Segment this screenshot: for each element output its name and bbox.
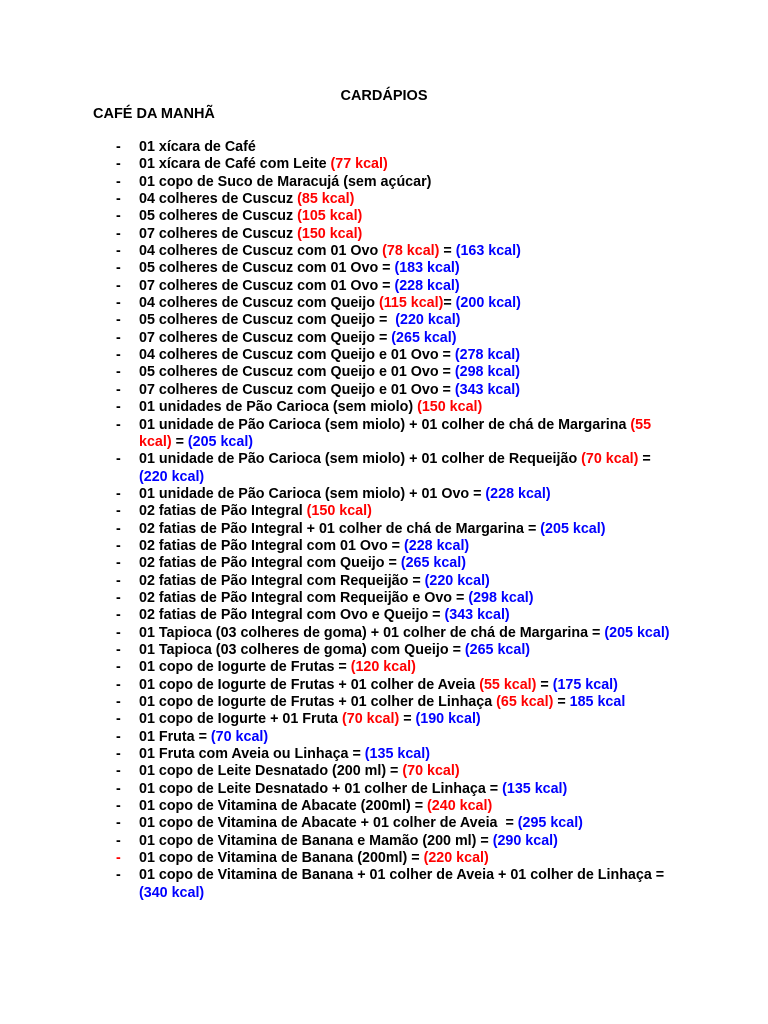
item-text: 01 copo de Iogurte de Frutas + 01 colher de Linhaça xyxy=(139,694,497,710)
bullet-dash: - xyxy=(116,607,121,624)
bullet-dash: - xyxy=(116,815,121,832)
item-text: 01 copo de Suco de Maracujá (sem açúcar) xyxy=(139,173,432,190)
item-text: 04 colheres de Cuscuz com 01 Ovo xyxy=(139,243,383,260)
item-text: 07 colheres de Cuscuz xyxy=(139,225,298,242)
menu-item xyxy=(0,399,768,416)
menu-item xyxy=(0,295,768,312)
bullet-dash: - xyxy=(116,641,121,658)
item-text: 05 colheres de Cuscuz com Queijo e 01 Ovo = xyxy=(139,364,455,381)
item-text: = xyxy=(443,295,456,312)
item-text: 01 xícara de Café com Leite xyxy=(139,156,331,173)
kcal-value-blue: (205 kcal) xyxy=(187,433,254,450)
menu-item xyxy=(0,590,768,607)
bullet-dash: - xyxy=(116,451,121,468)
kcal-value-blue: (265 kcal) xyxy=(391,329,457,346)
kcal-value-blue: (343 kcal) xyxy=(444,607,510,624)
kcal-value-blue: (163 kcal) xyxy=(455,243,521,260)
item-text: 01 copo de Leite Desnatado + 01 colher de Linhaça = xyxy=(139,780,503,797)
menu-item xyxy=(0,278,768,295)
kcal-value-blue: (228 kcal) xyxy=(404,537,470,554)
kcal-value-blue: 185 kcal xyxy=(569,694,626,710)
item-text: 02 fatias de Pão Integral com 01 Ovo = xyxy=(139,537,404,554)
kcal-value-blue: (135 kcal) xyxy=(364,746,430,763)
kcal-value-red: (70 kcal) xyxy=(581,451,639,468)
bullet-dash: - xyxy=(116,711,121,728)
item-text: = xyxy=(638,451,655,468)
menu-item xyxy=(0,521,768,538)
item-text: 05 colheres de Cuscuz xyxy=(139,208,298,225)
item-text: 04 colheres de Cuscuz com Queijo xyxy=(139,295,379,312)
bullet-dash: - xyxy=(116,694,121,710)
kcal-value-blue: (278 kcal) xyxy=(454,347,521,364)
kcal-value-blue: (220 kcal) xyxy=(139,468,205,485)
kcal-value-blue: (295 kcal) xyxy=(517,815,583,832)
kcal-value-blue: (228 kcal) xyxy=(485,485,551,502)
menu-item xyxy=(0,711,768,728)
item-text: 01 copo de Iogurte + 01 Fruta xyxy=(139,711,342,728)
item-text: 01 copo de Vitamina de Abacate (200ml) = xyxy=(139,798,428,815)
menu-item xyxy=(0,417,768,452)
bullet-dash: - xyxy=(116,225,121,242)
item-text: 01 Tapioca (03 colheres de goma) com Queijo = xyxy=(139,641,465,658)
menu-item xyxy=(0,763,768,780)
menu-item xyxy=(0,607,768,624)
menu-item xyxy=(0,625,768,642)
bullet-dash: - xyxy=(116,676,121,693)
kcal-value-red: (150 kcal) xyxy=(306,503,372,520)
menu-item xyxy=(0,833,768,850)
kcal-value-blue: (190 kcal) xyxy=(415,711,481,728)
bullet-dash: - xyxy=(116,728,121,745)
bullet-dash: - xyxy=(116,295,121,312)
bullet-dash: - xyxy=(116,156,121,173)
item-text: 01 unidade de Pão Carioca (sem miolo) + 01 colher de Requeijão xyxy=(139,451,582,468)
menu-item xyxy=(0,573,768,590)
menu-item xyxy=(0,538,768,555)
item-text: 01 copo de Vitamina de Banana + 01 colher de Aveia + 01 colher de Linhaça = xyxy=(139,867,669,884)
item-text: 02 fatias de Pão Integral xyxy=(139,503,307,520)
item-text: 01 copo de Iogurte de Frutas = xyxy=(139,659,351,676)
bullet-dash: - xyxy=(116,329,121,346)
item-text: 01 copo de Vitamina de Banana (200ml) = xyxy=(139,850,424,867)
bullet-dash: - xyxy=(116,485,121,502)
kcal-value-blue: (298 kcal) xyxy=(454,364,521,381)
item-text: 07 colheres de Cuscuz com Queijo e 01 Ovo = xyxy=(139,381,455,398)
item-text: 01 unidade de Pão Carioca (sem miolo) + 01 colher de chá de Margarina xyxy=(139,416,631,433)
bullet-dash: - xyxy=(116,277,121,294)
menu-item xyxy=(0,798,768,815)
bullet-dash: - xyxy=(116,364,121,381)
bullet-dash: - xyxy=(116,659,121,676)
bullet-dash: - xyxy=(116,832,121,849)
section-title: CAFÉ DA MANHÃ xyxy=(93,106,215,122)
bullet-dash: - xyxy=(116,850,121,867)
kcal-value-blue: (298 kcal) xyxy=(468,589,534,606)
bullet-dash: - xyxy=(116,780,121,797)
menu-item xyxy=(0,174,768,191)
kcal-value-red: (85 kcal) xyxy=(297,191,355,208)
kcal-value-red: (105 kcal) xyxy=(297,208,363,225)
bullet-dash: - xyxy=(116,416,121,433)
menu-item xyxy=(0,226,768,243)
menu-item xyxy=(0,486,768,503)
kcal-value-blue: (228 kcal) xyxy=(394,277,460,294)
bullet-dash: - xyxy=(116,763,121,780)
kcal-value-red: (120 kcal) xyxy=(350,659,416,676)
kcal-value-red: (70 kcal) xyxy=(402,763,460,780)
menu-item xyxy=(0,243,768,260)
menu-item xyxy=(0,382,768,399)
menu-item xyxy=(0,156,768,173)
item-text: 01 copo de Leite Desnatado (200 ml) = xyxy=(139,763,403,780)
menu-item xyxy=(0,642,768,659)
kcal-value-blue: (220 kcal) xyxy=(424,572,490,589)
bullet-dash: - xyxy=(116,399,121,416)
item-text: 02 fatias de Pão Integral com Requeijão = xyxy=(139,572,425,589)
menu-item xyxy=(0,191,768,208)
bullet-dash: - xyxy=(116,381,121,398)
kcal-value-blue: (343 kcal) xyxy=(454,381,521,398)
kcal-value-red: (55 kcal) xyxy=(139,416,656,450)
kcal-value-blue: (70 kcal) xyxy=(210,728,269,745)
menu-item xyxy=(0,746,768,763)
kcal-value-blue: (265 kcal) xyxy=(464,641,531,658)
bullet-dash: - xyxy=(116,503,121,520)
kcal-value-blue: (135 kcal) xyxy=(502,780,568,797)
item-text: 04 colheres de Cuscuz xyxy=(139,191,298,208)
kcal-value-blue: (220 kcal) xyxy=(395,312,461,329)
item-text: = xyxy=(171,433,188,450)
kcal-value-red: (70 kcal) xyxy=(341,711,400,728)
item-text: 05 colheres de Cuscuz com 01 Ovo = xyxy=(139,260,395,277)
menu-item xyxy=(0,867,768,902)
kcal-value-blue: (205 kcal) xyxy=(540,520,606,537)
bullet-dash: - xyxy=(116,347,121,364)
item-text: 01 Tapioca (03 colheres de goma) + 01 colher de chá de Margarina = xyxy=(139,624,605,641)
bullet-dash: - xyxy=(116,798,121,815)
item-text: 01 copo de Vitamina de Abacate + 01 colher de Aveia = xyxy=(139,815,518,832)
item-text: 01 copo de Vitamina de Banana e Mamão (200 ml) = xyxy=(139,832,493,849)
bullet-dash: - xyxy=(116,537,121,554)
bullet-dash: - xyxy=(116,555,121,572)
kcal-value-red: (150 kcal) xyxy=(297,225,363,242)
bullet-dash: - xyxy=(116,589,121,606)
bullet-dash: - xyxy=(116,624,121,641)
item-text: 01 copo de Iogurte de Frutas + 01 colher de Aveia xyxy=(139,676,480,693)
kcal-value-blue: (175 kcal) xyxy=(552,676,618,693)
menu-item xyxy=(0,729,768,746)
kcal-value-blue: (205 kcal) xyxy=(604,624,670,641)
kcal-value-red: (55 kcal) xyxy=(479,676,537,693)
menu-list xyxy=(0,139,768,902)
kcal-value-blue: (290 kcal) xyxy=(492,832,558,849)
bullet-dash: - xyxy=(116,243,121,260)
item-text: 01 unidades de Pão Carioca (sem miolo) xyxy=(139,399,418,416)
item-text: = xyxy=(553,694,570,710)
item-text: 04 colheres de Cuscuz com Queijo e 01 Ovo = xyxy=(139,347,455,364)
menu-item xyxy=(0,139,768,156)
item-text: 02 fatias de Pão Integral com Requeijão e Ovo = xyxy=(139,589,469,606)
item-text: 01 Fruta = xyxy=(139,728,211,745)
item-text: 05 colheres de Cuscuz com Queijo = xyxy=(139,312,396,329)
menu-item xyxy=(0,364,768,381)
menu-item xyxy=(0,330,768,347)
kcal-value-blue: (183 kcal) xyxy=(394,260,460,277)
menu-item xyxy=(0,694,768,711)
item-text: = xyxy=(399,711,416,728)
kcal-value-red: (78 kcal) xyxy=(382,243,440,260)
menu-item xyxy=(0,677,768,694)
menu-item xyxy=(0,208,768,225)
menu-item xyxy=(0,815,768,832)
bullet-dash: - xyxy=(116,867,121,884)
kcal-value-blue: (200 kcal) xyxy=(455,295,521,312)
page-title: CARDÁPIOS xyxy=(340,88,428,104)
menu-item xyxy=(0,347,768,364)
menu-item xyxy=(0,503,768,520)
bullet-dash: - xyxy=(116,520,121,537)
item-text: 07 colheres de Cuscuz com 01 Ovo = xyxy=(139,277,395,294)
kcal-value-blue: (340 kcal) xyxy=(139,884,205,901)
bullet-dash: - xyxy=(116,572,121,589)
item-text: 01 xícara de Café xyxy=(139,139,256,155)
kcal-value-red: (77 kcal) xyxy=(330,156,388,173)
item-text: 01 unidade de Pão Carioca (sem miolo) + 01 Ovo = xyxy=(139,485,486,502)
menu-item xyxy=(0,451,768,486)
item-text: 02 fatias de Pão Integral + 01 colher de chá de Margarina = xyxy=(139,520,541,537)
bullet-dash: - xyxy=(116,208,121,225)
item-text: 01 Fruta com Aveia ou Linhaça = xyxy=(139,746,365,763)
menu-item xyxy=(0,781,768,798)
kcal-value-blue: (265 kcal) xyxy=(400,555,466,572)
bullet-dash: - xyxy=(116,260,121,277)
bullet-dash: - xyxy=(116,312,121,329)
kcal-value-red: (115 kcal) xyxy=(378,295,444,312)
item-text: 02 fatias de Pão Integral com Queijo = xyxy=(139,555,401,572)
item-text: 02 fatias de Pão Integral com Ovo e Queijo = xyxy=(139,607,445,624)
menu-item xyxy=(0,850,768,867)
item-text: = xyxy=(439,243,456,260)
menu-item xyxy=(0,260,768,277)
kcal-value-red: (240 kcal) xyxy=(427,798,493,815)
item-text: = xyxy=(536,676,553,693)
bullet-dash: - xyxy=(116,139,121,155)
menu-item xyxy=(0,312,768,329)
bullet-dash: - xyxy=(116,191,121,208)
kcal-value-red: (150 kcal) xyxy=(417,399,483,416)
bullet-dash: - xyxy=(116,173,121,190)
kcal-value-red: (65 kcal) xyxy=(496,694,554,710)
menu-item xyxy=(0,659,768,676)
bullet-dash: - xyxy=(116,746,121,763)
kcal-value-red: (220 kcal) xyxy=(423,850,489,867)
item-text: 07 colheres de Cuscuz com Queijo = xyxy=(139,329,392,346)
menu-item xyxy=(0,555,768,572)
